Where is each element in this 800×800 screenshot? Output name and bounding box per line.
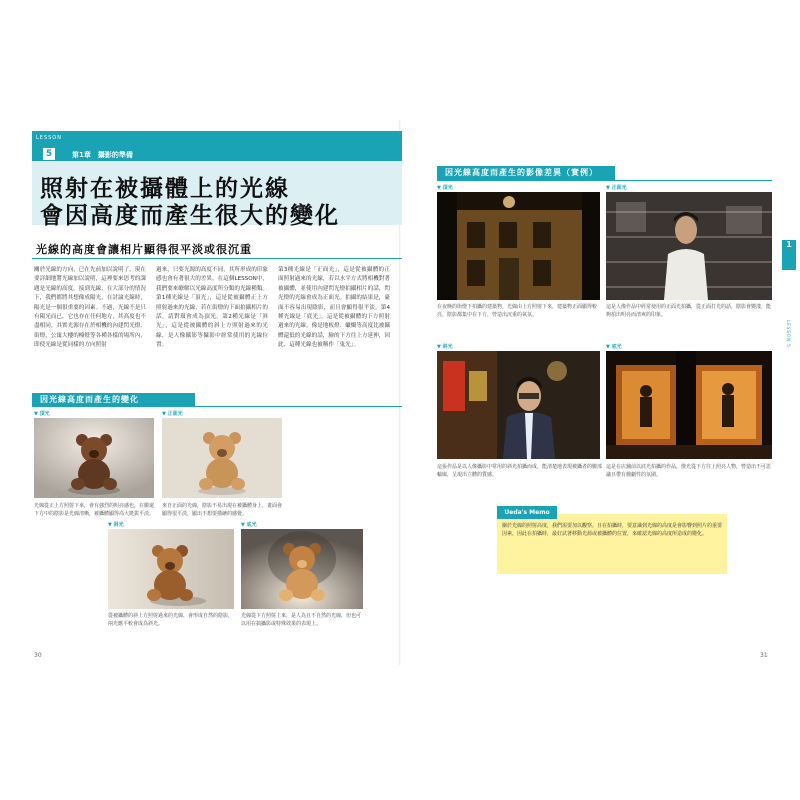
page-title-line1: 照射在被攝體上的光線 [40, 175, 290, 202]
page-number-left: 30 [34, 652, 42, 659]
subtitle: 光線的高度會讓相片顯得很平淡或很沉重 [36, 243, 252, 256]
caption-bottom-light: 光線從下方照射上來，是人為且不自然的光線，但也可以用在搞攝影或特殊效果的表現上。 [241, 613, 362, 627]
body-column-1: 關於光線的方向，已在先前加以說明了，現在要詳細地將光線加以說明，這裡要來思考的課題是光線的高度。接到光線，在大部分的情況下，我們都將其想像成陽光，在討論光線時，陽光是一個很重要的因素。不過，光線不是只有陽光而已，它也存在任何地方，其高度也不盡相同。其實光源存在於相機的內建閃光燈、街燈，公寓大樓的檯燈等各種各樣的場所內，即使光線是從同樣的方向照射 [34, 267, 146, 349]
subtitle-rule [32, 258, 402, 259]
caption-front-light: 來自正面的光線，陰影不易出現在被攝體身上，畫面會顯得很平淡，顯出不想要描繪的感覺。 [162, 503, 283, 517]
real-label-oblique-light: ▼ 斜光 [437, 344, 453, 350]
real-caption-top-light: 在夜晚的街燈下拍攝的建築物，光線由上方照射下來，建築物正面顯得較亮，陰影都集中在下方，營造出沉重的氣氛。 [437, 304, 598, 318]
photo-label-top-light: ▼ 頂光 [34, 411, 50, 417]
bear-photo-top-light [34, 418, 154, 498]
side-lesson-label: LESSON 5 [786, 320, 791, 348]
bear-photo-oblique-light [108, 529, 234, 609]
caption-oblique-light: 從被攝體的斜上方照射過來的光線，會形成自然的陰影，兩光應平較會成為斜光。 [108, 613, 234, 627]
lesson-tab [32, 131, 66, 161]
memo-text: 關於光線的照射高度，我們需要加以觀察。且在拍攝時，要意識到光線的高度是會影響到照片的重要因素，因此在拍攝時，最好試著移動光源或被攝體的位置，來確認光線的高度所造成的變化。 [502, 523, 723, 538]
photo-label-front-light: ▼ 正面光 [162, 411, 183, 417]
bear-photo-bottom-light [241, 529, 363, 609]
memo-title: Ueda's Memo [497, 506, 557, 519]
section-rule [32, 406, 402, 407]
bear-photo-front-light [162, 418, 282, 498]
right-section-heading: 因光線高度而產生的影像差異（實例） [437, 166, 615, 180]
page-title-line2: 會因高度而產生很大的變化 [40, 202, 340, 229]
building-night-photo [437, 192, 600, 300]
side-tab-number: 1 [786, 240, 792, 249]
caption-top-light: 光線從正上方照射下來，會有強烈的明亮感也，在臉還下方中的陰影是光線清晰，被攝體顯得高大挺拔平淡。 [34, 503, 155, 517]
photo-label-bottom-light: ▼ 底光 [241, 522, 257, 528]
chapter-side-tab [782, 240, 796, 270]
real-caption-oblique-light: 這張作品是以人像攝影中常用的斜光拍攝而成，能清楚地表現被攝者的臉部輪廓，呈現出立體的質感。 [437, 464, 603, 478]
real-label-top-light: ▼ 頂光 [437, 185, 453, 191]
page-number-right: 31 [760, 652, 768, 659]
right-section-rule [437, 180, 772, 181]
shop-front-photo [606, 351, 772, 459]
lesson-word: LESSON [36, 135, 62, 141]
real-label-bottom-light: ▼ 底光 [606, 344, 622, 350]
photo-label-oblique-light: ▼ 斜光 [108, 522, 124, 528]
real-caption-bottom-light: 這是在店舖前以底光拍攝的作品，燈光從下方往上照亮人物，營造出不可思議且帶有戲劇性的氛圍。 [606, 464, 772, 478]
portrait-man-photo [606, 192, 772, 300]
real-caption-front-light: 這是人像作品中經常使用的正面光拍攝，從正面打光的話，陰影會變淺，能夠拍出明亮而清爽的印象。 [606, 304, 772, 318]
body-column-3: 第3種光線是「正面光」，這是從被攝體的正面照射過來的光線，若以水平方式將相機對著被攝體，並使用內建閃光燈拍攝相片的話，閃光燈的光線會成為正面光。拍攝的結果是，臺面不容易出現陰影，而且會顯得很平淡。第4種光線是「底光」，這是從被攝體的下方照射過來的光線。像是地板燈、蠟燭等高度比被攝體還低的光線的話，臉的下方往上方延伸，因此，這種光線也被稱作「鬼光」。 [278, 267, 390, 349]
body-column-2: 過來，只要光源的高度不同，其所形成的印象感也會有著很大的差異。在這個LESSON中，我們要來瞭解以光線高度所分類的光線種類。第1種光線是「頂光」，這是從被攝體正上方照射過來的光線，若在街燈的下面拍攝相片的話，請對環會成為頂光。第2種光線是「斜光」，這是從被攝體的斜上方照射過來的光線，是人像攝影等攝影中經常使用的光線位置。 [156, 267, 268, 349]
lesson-number: 5 [43, 148, 55, 160]
real-label-front-light: ▼ 正面光 [606, 185, 627, 191]
chapter-label: 第1章 攝影的準備 [72, 151, 133, 159]
section-heading: 因光線高度而產生的變化 [32, 393, 195, 407]
street-portrait-photo [437, 351, 600, 459]
